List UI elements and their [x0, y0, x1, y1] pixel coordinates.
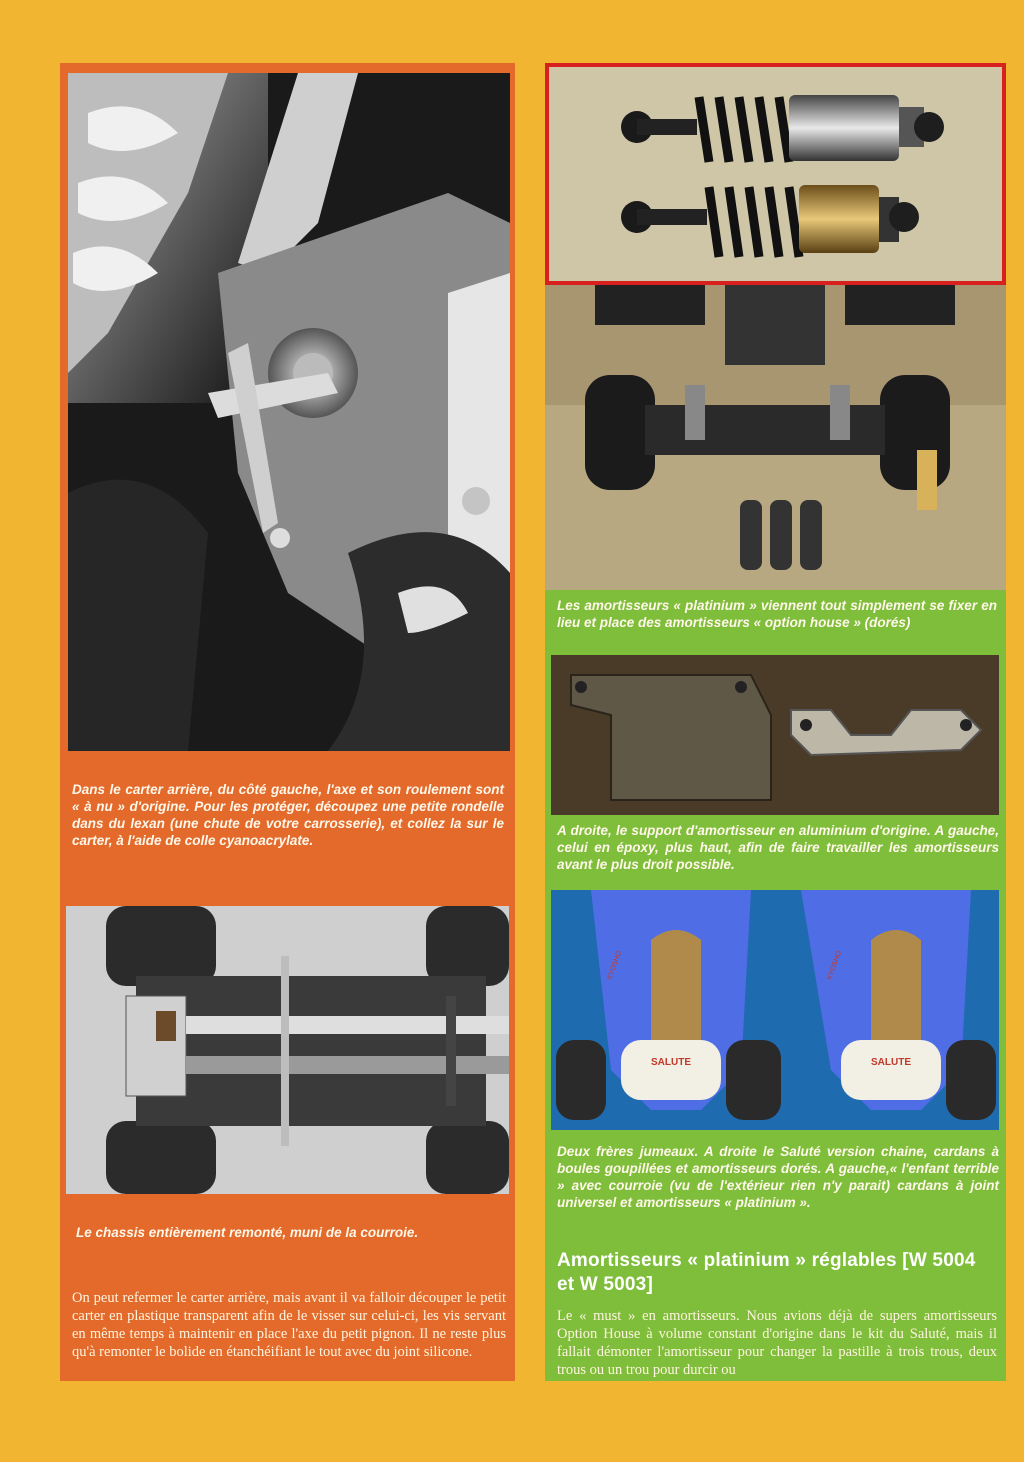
caption-support: A droite, le support d'amortisseur en aluminium d'origine. A gauche, celui en époxy, plus haut, afin de faire travailler les amortisseurs avant le plus droit possible. — [557, 823, 999, 872]
kyosho-decal-left: KYOSHO — [606, 950, 624, 981]
caption-shocks: Les amortisseurs « platinium » viennent tout simplement se fixer en lieu et place des amortisseurs « option house » (dorés) — [557, 598, 997, 630]
caption-carter-arriere: Dans le carter arrière, du côté gauche, l'axe et son roulement sont « à nu » d'origine. Pour les protéger, découpez une petite rondelle dans du lexan (une chute de votre carrosserie), et collez la sur le carter, à l'aide de colle cyanoacrylate. — [72, 782, 504, 848]
left-body-text: On peut refermer le carter arrière, mais avant il va falloir découper le petit carter en plastique transparent afin de le visser sur celui-ci, les vis servant en même temps à maintenir en place l'axe du petit pignon. Il ne reste plus qu'à remonter le bolide en étanchéifiant le tout avec du joint silicone. — [72, 1290, 506, 1360]
right-column-panel — [545, 63, 1006, 1381]
shock-absorbers-photo — [545, 63, 1006, 285]
car-badge-left: SALUTE — [651, 1057, 691, 1068]
right-body-text: Le « must » en amortisseurs. Nous avions déjà de supers amortisseurs Option House à volume constant d'origine dans le kit du Saluté, mais il fallait démonter l'amortisseur pour changer la pastille à trois trous, deux trous ou un trou pour durcir ou — [557, 1308, 997, 1378]
gearbox-closeup-photo — [68, 73, 510, 751]
buggy-front-suspension-photo — [545, 285, 1006, 590]
chassis-photo — [66, 906, 509, 1194]
shock-support-plates-photo — [551, 655, 999, 815]
section-heading-platinium: Amortisseurs « platinium » réglables [W 5004 et W 5003] — [557, 1250, 976, 1295]
kyosho-decal-right: KYOSHO — [826, 950, 844, 981]
left-column-panel — [60, 63, 515, 1381]
car-badge-right: SALUTE — [871, 1057, 911, 1068]
caption-twins: Deux frères jumeaux. A droite le Saluté version chaine, cardans à boules goupillées et amortisseurs dorés. A gauche,« l'enfant terrible » avec courroie (vu de l'extérieur rien n'y parait) cardans à joint universel et amortisseurs « platinium ». — [557, 1144, 999, 1210]
twin-buggies-photo — [551, 890, 999, 1130]
caption-chassis: Le chassis entièrement remonté, muni de la courroie. — [76, 1225, 419, 1240]
